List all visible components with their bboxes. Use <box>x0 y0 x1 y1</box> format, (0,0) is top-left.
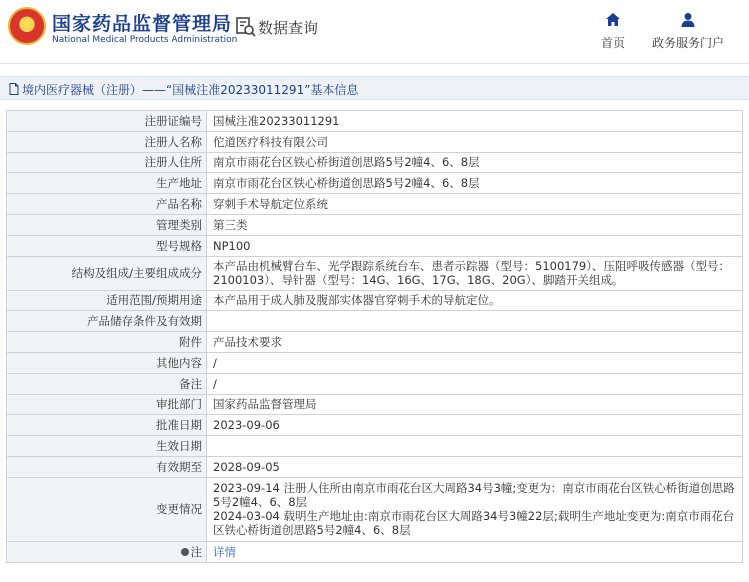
row-value: NP100 <box>207 235 743 256</box>
breadcrumb <box>0 76 749 100</box>
row-label: 备注 <box>7 373 207 394</box>
row-label: 其他内容 <box>7 352 207 373</box>
note-icon <box>181 548 189 556</box>
row-value: / <box>207 352 743 373</box>
table-row <box>7 131 743 152</box>
data-query-label[interactable]: 数据查询 <box>258 19 319 37</box>
row-value: 南京市雨花台区铁心桥街道创思路5号2幢4、6、8层 <box>207 173 743 194</box>
home-icon <box>605 10 621 30</box>
row-value: 本产品用于成人肺及腹部实体器官穿刺手术的导航定位。 <box>207 290 743 311</box>
table-row <box>7 194 743 215</box>
user-icon <box>680 10 696 30</box>
table-row <box>7 111 743 132</box>
row-label: 注册人名称 <box>7 131 207 152</box>
site-subtitle: National Medical Products Administration <box>52 35 238 45</box>
row-label: 产品储存条件及有效期 <box>7 311 207 332</box>
document-icon <box>9 83 19 95</box>
row-value: 国械注准20233011291 <box>207 111 743 132</box>
row-label: 型号规格 <box>7 235 207 256</box>
row-value: 2023-09-06 <box>207 415 743 436</box>
table-row <box>7 311 743 332</box>
change-history-value: 2023-09-14 注册人住所由南京市雨花台区大周路34号3幢;变更为：南京市雨花台区铁心桥街道创思路5号2幢4、6、8层 2024-03-04 载明生产地址由:南京市雨花台区大周路34号3幢22层;载明生产地址变更为:南京市雨花台区铁心桥街道创思路5号2幢4、6、8层 <box>207 477 743 541</box>
note-label: 注 <box>190 544 202 559</box>
table-row <box>7 352 743 373</box>
row-label: 适用范围/预期用途 <box>7 290 207 311</box>
star-icon: ★ <box>21 16 34 32</box>
table-row <box>7 436 743 457</box>
table-row <box>7 332 743 353</box>
table-row <box>7 290 743 311</box>
row-label: 注册证编号 <box>7 111 207 132</box>
row-value: 佗道医疗科技有限公司 <box>207 131 743 152</box>
row-value: / <box>207 373 743 394</box>
table-row <box>7 541 743 562</box>
row-label: 附件 <box>7 332 207 353</box>
row-label: 批准日期 <box>7 415 207 436</box>
breadcrumb-text: 境内医疗器械（注册）——“国械注准20233011291”基本信息 <box>22 83 359 97</box>
table-row <box>7 256 743 290</box>
row-label: 变更情况 <box>7 477 207 541</box>
table-row <box>7 235 743 256</box>
row-value: 南京市雨花台区铁心桥街道创思路5号2幢4、6、8层 <box>207 152 743 173</box>
row-label: 注册人住所 <box>7 152 207 173</box>
table-row <box>7 173 743 194</box>
row-label: 审批部门 <box>7 394 207 415</box>
table-row <box>7 152 743 173</box>
row-value <box>207 311 743 332</box>
row-label: 管理类别 <box>7 214 207 235</box>
row-label: 生产地址 <box>7 173 207 194</box>
nav-gov-service-portal[interactable] <box>650 10 726 51</box>
table-row <box>7 214 743 235</box>
table-row <box>7 456 743 477</box>
row-label: 有效期至 <box>7 456 207 477</box>
row-value <box>207 541 743 562</box>
row-value: 第三类 <box>207 214 743 235</box>
row-label: 生效日期 <box>7 436 207 457</box>
data-query-icon[interactable] <box>236 16 256 38</box>
row-label <box>7 541 207 562</box>
table-row <box>7 477 743 541</box>
nav-gov-label: 政务服务门户 <box>651 36 724 50</box>
row-value: 产品技术要求 <box>207 332 743 353</box>
table-row <box>7 394 743 415</box>
row-label: 产品名称 <box>7 194 207 215</box>
row-value: 穿刺手术导航定位系统 <box>207 194 743 215</box>
table-row <box>7 373 743 394</box>
row-value: 2028-09-05 <box>207 456 743 477</box>
site-title[interactable]: 国家药品监督管理局 <box>52 13 233 35</box>
row-label: 结构及组成/主要组成成分 <box>7 256 207 290</box>
nav-home-label: 首页 <box>600 36 625 50</box>
row-value <box>207 436 743 457</box>
row-value: 本产品由机械臂台车、光学跟踪系统台车、患者示踪器（型号：5100179）、压阻呼吸传感器（型号：2100103）、导针器（型号：14G、16G、17G、18G、20G）、脚踏开关组成。 <box>207 256 743 290</box>
site-header <box>0 0 749 64</box>
row-value: 国家药品监督管理局 <box>207 394 743 415</box>
nav-home[interactable] <box>596 10 630 51</box>
table-row <box>7 415 743 436</box>
details-link[interactable]: 详情 <box>213 544 236 559</box>
national-emblem-logo[interactable] <box>8 7 46 45</box>
registration-info-table <box>6 110 743 563</box>
